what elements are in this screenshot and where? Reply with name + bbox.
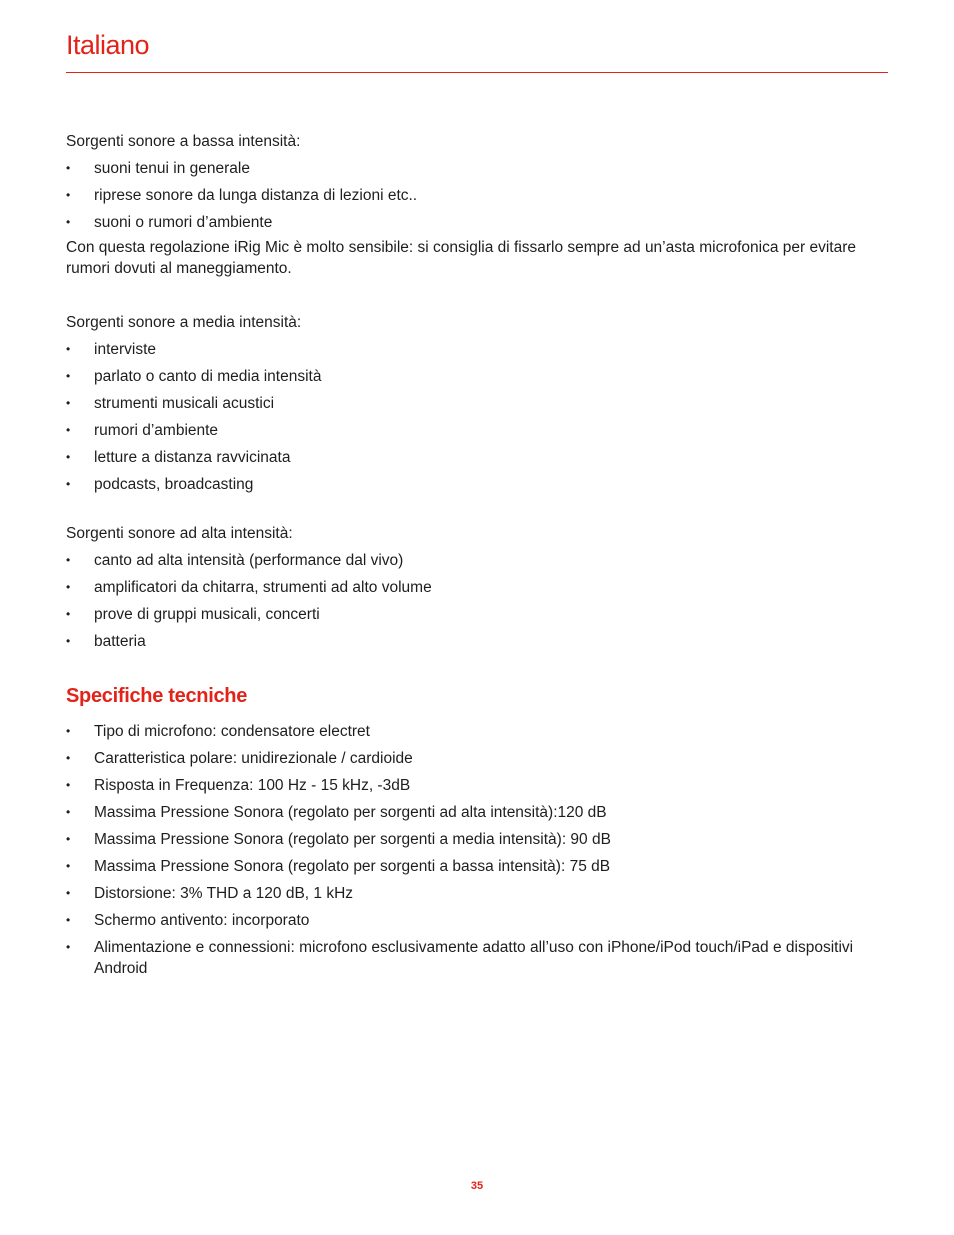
bullet-icon: • xyxy=(66,607,71,621)
bullet-icon: • xyxy=(66,778,71,792)
list-item: • prove di gruppi musicali, concerti xyxy=(66,606,320,623)
list-item: • riprese sonore da lunga distanza di lezioni etc.. xyxy=(66,187,418,204)
bullet-icon: • xyxy=(66,342,71,356)
list-item: • Massima Pressione Sonora (regolato per sorgenti a bassa intensità): 75 dB xyxy=(66,858,611,875)
list-item: • rumori d’ambiente xyxy=(66,422,219,439)
high-intensity-list xyxy=(66,550,876,652)
list-item: • parlato o canto di media intensità xyxy=(66,368,322,385)
list-item: • Distorsione: 3% THD a 120 dB, 1 kHz xyxy=(66,885,354,902)
list-item: • interviste xyxy=(66,341,157,358)
bullet-icon: • xyxy=(66,724,71,738)
spacer xyxy=(66,279,876,312)
list-item: • suoni o rumori d’ambiente xyxy=(66,214,273,231)
low-intensity-intro: Sorgenti sonore a bassa intensità: xyxy=(66,133,301,150)
bullet-icon: • xyxy=(66,634,71,648)
bullet-icon: • xyxy=(66,913,71,927)
spacer xyxy=(66,501,876,523)
bullet-icon: • xyxy=(66,832,71,846)
list-item: • Schermo antivento: incorporato xyxy=(66,912,310,929)
bullet-icon: • xyxy=(66,423,71,437)
low-intensity-list xyxy=(66,158,876,233)
list-item: • Massima Pressione Sonora (regolato per sorgenti a media intensità): 90 dB xyxy=(66,831,611,848)
page-title: Italiano xyxy=(66,30,150,60)
list-item: • Massima Pressione Sonora (regolato per sorgenti ad alta intensità):120 dB xyxy=(66,804,607,821)
list-item: • Caratteristica polare: unidirezionale / cardioide xyxy=(66,750,413,767)
document-body xyxy=(66,131,876,985)
bullet-icon: • xyxy=(66,940,71,954)
list-item: • letture a distanza ravvicinata xyxy=(66,449,291,466)
medium-intensity-list xyxy=(66,339,876,495)
bullet-icon: • xyxy=(66,553,71,567)
bullet-icon: • xyxy=(66,450,71,464)
specs-list xyxy=(66,721,876,979)
high-intensity-intro: Sorgenti sonore ad alta intensità: xyxy=(66,525,293,542)
list-item: • strumenti musicali acustici xyxy=(66,395,275,412)
low-intensity-note: Con questa regolazione iRig Mic è molto sensibile: si consiglia di fissarlo sempre ad un’asta microfonica per evitare rumori dovuti al maneggiamento. xyxy=(66,239,857,277)
bullet-icon: • xyxy=(66,369,71,383)
bullet-icon: • xyxy=(66,215,71,229)
bullet-icon: • xyxy=(66,477,71,491)
list-item: • Alimentazione e connessioni: microfono esclusivamente adatto all’uso con iPhone/iPod touch/iPad e dispositivi Android xyxy=(66,939,854,977)
list-item: • batteria xyxy=(66,633,146,650)
bullet-icon: • xyxy=(66,805,71,819)
list-item: • amplificatori da chitarra, strumenti ad alto volume xyxy=(66,579,432,596)
bullet-icon: • xyxy=(66,751,71,765)
bullet-icon: • xyxy=(66,886,71,900)
spacer xyxy=(66,658,876,686)
section-heading-specs: Specifiche tecniche xyxy=(66,685,248,707)
medium-intensity-intro: Sorgenti sonore a media intensità: xyxy=(66,314,302,331)
bullet-icon: • xyxy=(66,859,71,873)
bullet-icon: • xyxy=(66,396,71,410)
bullet-icon: • xyxy=(66,580,71,594)
bullet-icon: • xyxy=(66,188,71,202)
list-item: • suoni tenui in generale xyxy=(66,160,250,177)
bullet-icon: • xyxy=(66,161,71,175)
header-divider xyxy=(66,72,888,73)
list-item: • Tipo di microfono: condensatore electret xyxy=(66,723,370,740)
list-item: • podcasts, broadcasting xyxy=(66,476,254,493)
list-item: • canto ad alta intensità (performance dal vivo) xyxy=(66,552,404,569)
page-number: 35 xyxy=(470,1180,484,1192)
list-item: • Risposta in Frequenza: 100 Hz - 15 kHz, -3dB xyxy=(66,777,411,794)
